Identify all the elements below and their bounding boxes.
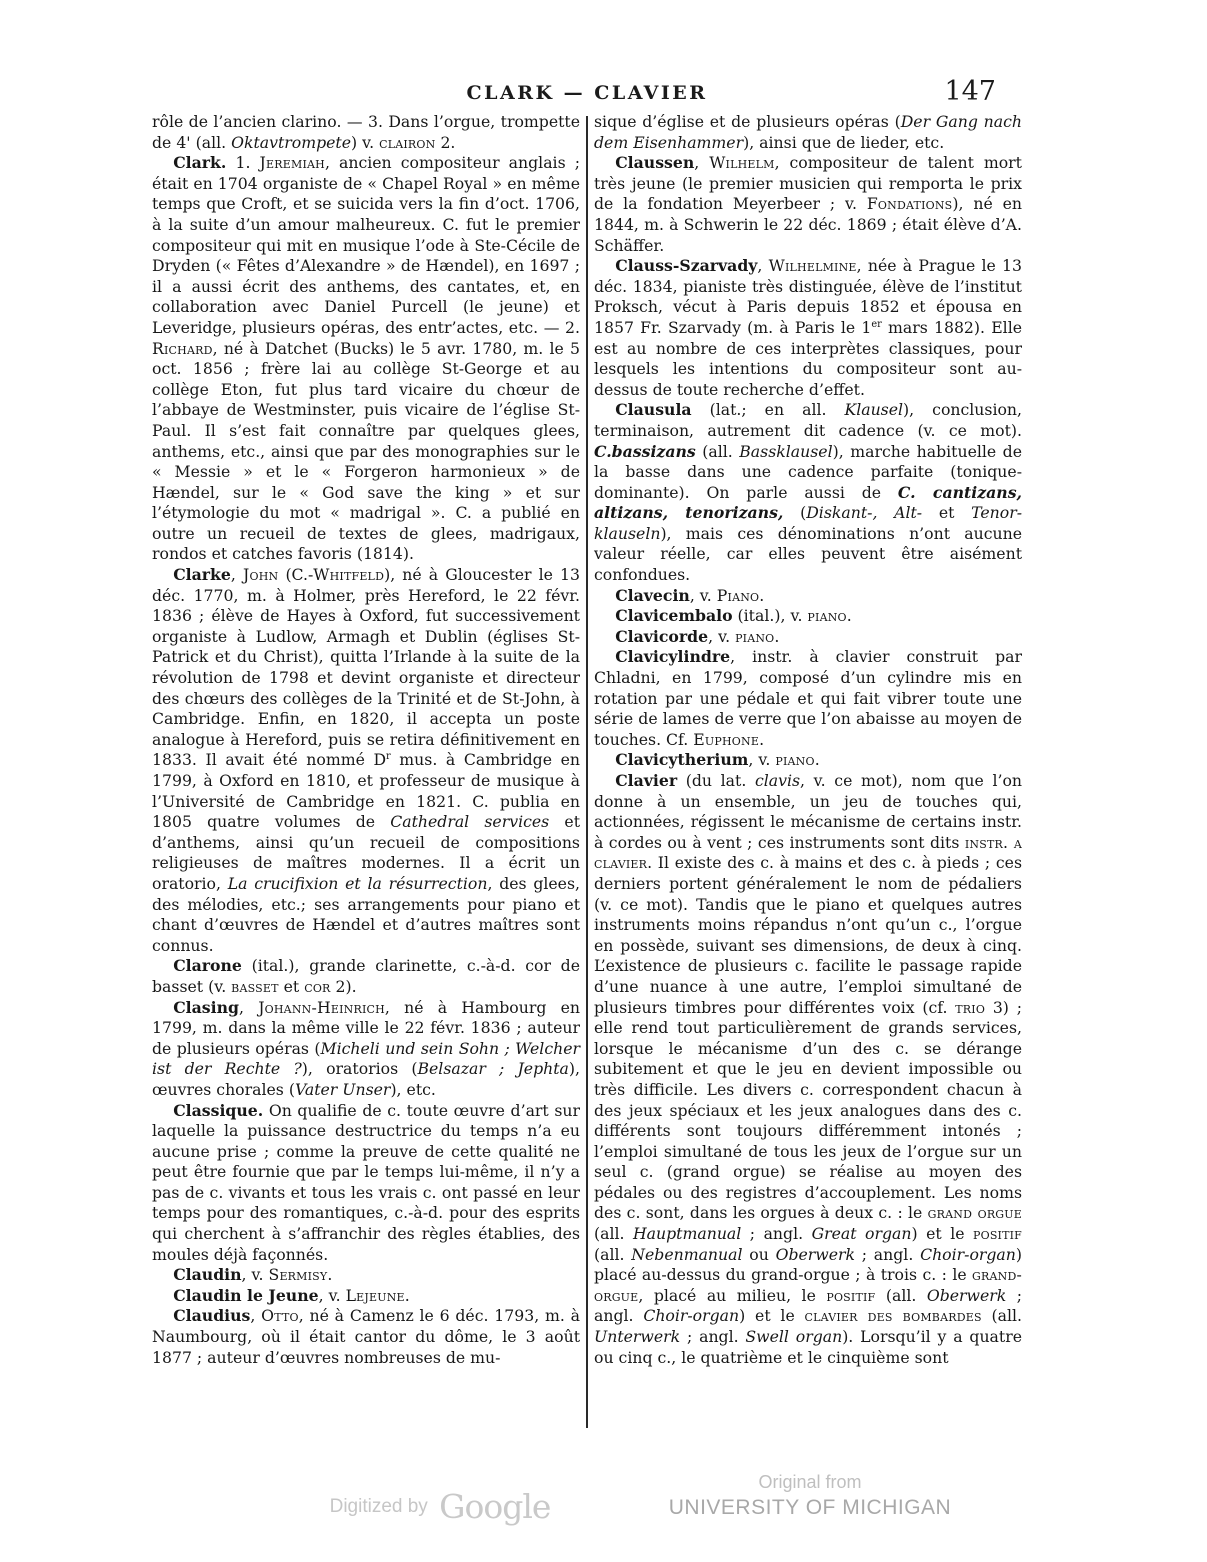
dictionary-entry — [594, 750, 1022, 771]
dictionary-entry — [152, 1265, 580, 1286]
text-run: . — [759, 729, 765, 749]
text-run: cor — [304, 976, 331, 996]
text-run: rôle de l’ancien clarino. — 3. Dans l’orgue, trompette de 4' (all. — [152, 112, 580, 152]
text-run: basset — [231, 976, 279, 996]
text-run: , v. — [689, 585, 717, 605]
dictionary-entry — [152, 1286, 580, 1307]
text-run: . — [774, 626, 780, 646]
text-run: , v. — [241, 1265, 269, 1285]
text-run: Unterwerk — [594, 1327, 681, 1347]
text-run: . — [814, 750, 820, 770]
text-run: , v. — [318, 1285, 346, 1305]
text-run: Lejeune — [345, 1285, 405, 1305]
google-logo: Google — [439, 1487, 551, 1526]
text-run: piano — [775, 750, 815, 770]
text-run: Choir-organ — [643, 1306, 740, 1326]
column-left — [152, 112, 580, 1428]
text-run: (ital.), v. — [732, 606, 808, 626]
dictionary-entry — [594, 771, 1022, 1368]
text-run: Nebenmanual — [631, 1244, 743, 1264]
text-run: er — [871, 318, 882, 330]
text-run: , des glees, des mélodies, etc.; ses arrangements pour piano et chant d’œuvres de Hændel et d’autres maîtres sont connus. — [152, 873, 580, 955]
text-run: Oberwerk — [775, 1244, 855, 1264]
text-run: Piano — [716, 585, 760, 605]
text-run: piano — [807, 606, 847, 626]
text-run: mars 1882). Elle est au nombre de ces interprètes classiques, pour lesquels les intentions du compositeur sont au-dessus de toute recherche d’effet. — [594, 317, 1022, 399]
text-run: positif — [826, 1285, 876, 1305]
text-run: Richard — [152, 338, 213, 358]
text-run: Fondations — [866, 194, 953, 214]
text-run: ) et le — [739, 1306, 805, 1326]
text-run: , née à Prague le 13 déc. 1834, pianiste très distinguée, élève de l’institut Proksch, vécut à Paris depuis 1852 et épousa en 1857 Fr. Szarvady (m. à Paris le 1 — [594, 256, 1022, 337]
dictionary-entry — [594, 627, 1022, 648]
text-run: On qualifie de c. toute œuvre d’art sur laquelle la puissance destructrice du temps n’a eu aucune prise ; comme la preuve de cette qualité ne peut être fournie que par le temps lui-même, il n’y a pas de c. vivants et tous les vrais c. ont passé en leur temps pour des romantiques, c.-à-d. pour des esprits qui cherchent à s’affranchir des règles établies, des moules déjà façonnés. — [152, 1100, 580, 1264]
text-run: Wilhelm — [709, 153, 775, 173]
dictionary-entry — [152, 153, 580, 565]
text-run: Whitfeld — [313, 565, 385, 585]
text-run: clavis — [754, 771, 801, 790]
text-run: Clavicembalo — [615, 606, 733, 626]
column-right — [594, 112, 1022, 1428]
text-run: 2. — [435, 132, 456, 152]
text-run: , placé au milieu, le — [638, 1285, 827, 1305]
text-run: Clavicylindre — [615, 647, 731, 667]
dictionary-entry — [152, 112, 580, 153]
text-run: Great organ — [811, 1224, 912, 1244]
digitized-by-watermark — [230, 1487, 650, 1526]
text-run: . — [759, 585, 765, 605]
text-run: Hauptmanual — [633, 1224, 742, 1244]
text-run: Clavicytherium — [615, 750, 749, 770]
text-run: 2). — [330, 976, 357, 996]
dictionary-entry — [594, 256, 1022, 400]
text-run: (C.- — [278, 565, 314, 585]
text-run: 3) ; elle rend tout particulièrement de grands services, lorsque le mécanisme d’un des c. se dérange subitement et que le jeu en devient impossible ou très difficile. Les divers c. correspondent chacun à des jeux spéciaux et les jeux analogues dans des c. différents sont toujours différemment intonés ; l’emploi simultané de tous les jeux de l’orgue sur un seul c. (grand orgue) se réalise au moyen des pédales ou des registres d’accouplement. Les noms des c. sont, dans les orgues à deux c. : le — [594, 997, 1022, 1223]
text-run: , né à Datchet (Bucks) le 5 avr. 1780, m. le 5 oct. 1856 ; frère lai au collège St-George et au collège Eton, fut plus tard vicaire du chœur de l’abbaye de Westminster, puis vicaire de l’église St-Paul. Il s’est fait connaître par quelques glees, anthems, etc., ainsi que par des monographies sur le « Messie » et le « Forgeron harmonieux » de Hændel, sur le « God save the king » et sur l’étymologie du mot « madrigal ». C. a publié en outre un recueil de textes de glees, madrigaux, rondos et catches favoris (1814). — [152, 338, 580, 564]
text-run: , — [757, 256, 769, 276]
running-head: CLARK — CLAVIER — [466, 82, 708, 104]
text-run: Clark. — [173, 153, 227, 173]
text-run: (lat.; en all. — [691, 400, 845, 420]
text-run: Clasing — [173, 997, 239, 1017]
text-run: Clavier — [615, 771, 678, 790]
text-run: ), né à Gloucester le 13 déc. 1770, m. à Holmer, près Hereford, le 22 févr. 1836 ; élève de Hayes à Oxford, fut successivement organiste à Ludlow, Armagh et Dublin (églises St-Patrick et du Christ), quitta l’Irlande à la suite de la révolution de 1798 et devint organiste et directeur des chœurs des collèges de la Trinité et de St-John, à Cambridge. Enfin, en 1820, il accepta un poste analogue à Hereford, puis se retira définitivement en 1833. Il avait été nommé D — [152, 565, 580, 770]
original-from-watermark — [655, 1470, 965, 1522]
text-run: , v. ce mot), nom que l’on donne à un ensemble, un jeu de touches qui, actionnées, régissent le mécanisme de certains instr. à cordes ou à vent ; ces instruments sont dits — [594, 771, 1022, 852]
text-run: , né à Hambourg en 1799, m. dans la même ville le 22 févr. 1836 ; auteur de plusieurs opéras ( — [152, 997, 580, 1058]
text-run: ), mais ces dénominations n’ont aucune valeur réelle, car elles peuvent être aisément confondues. — [594, 523, 1022, 585]
original-from-label: Original from — [758, 1472, 862, 1492]
text-run: . — [846, 606, 852, 626]
text-run: trio — [955, 997, 986, 1017]
text-run: Jeremiah — [259, 153, 325, 173]
dictionary-entry — [152, 565, 580, 956]
text-run: Claussen — [615, 153, 695, 173]
dictionary-entry — [594, 153, 1022, 256]
dictionary-entry — [152, 1101, 580, 1266]
text-run: John — [243, 565, 279, 585]
digitized-by-label: Digitized by — [329, 1496, 428, 1517]
text-run: Otto — [261, 1306, 299, 1326]
text-run: ), œuvres chorales ( — [152, 1059, 581, 1099]
text-run: Bassklausel — [739, 441, 833, 461]
text-run: Der Gang nach dem Eisenhammer — [594, 112, 1022, 152]
text-run: (all. — [594, 1244, 632, 1264]
text-run: ) et le — [911, 1224, 973, 1244]
text-run: Clausula — [615, 400, 692, 420]
text-run: C. cantizans, altizans, tenorizans, — [594, 482, 1022, 523]
text-run: ) placé au-dessus du grand-orgue ; à trois c. : le — [594, 1244, 1023, 1285]
text-run: Choir-organ — [920, 1244, 1016, 1264]
text-run: , ancien compositeur anglais ; était en 1704 organiste de « Chapel Royal » en même temps que Croft, et se suicida vers la fin d’oct. 1706, à la suite d’un amour malheureux. C. fut le premier compositeur qui mit en musique l’ode à Ste-Cécile de Dryden (« Fêtes d’Alexandre » de Hændel), en 1697 ; il a aussi écrit des anthems, des cantates, et, en collaboration avec Daniel Purcell (le jeune) et Leveridge, plusieurs opéras, des entr’actes, etc. — 2. — [152, 153, 580, 337]
text-run: Belsazar ; Jephta — [417, 1059, 569, 1079]
text-run: (all. — [695, 441, 740, 461]
dictionary-entry — [594, 586, 1022, 607]
text-run: ; angl. — [594, 1285, 1023, 1326]
text-run: , — [230, 565, 244, 585]
text-run: , — [694, 153, 710, 173]
text-run: Johann-Heinrich — [258, 997, 385, 1017]
text-run: mus. à Cambridge en 1799, à Oxford en 1810, et professeur de musique à l’Université de Cambridge en 1821. C. publia en 1805 quatre volumes de — [152, 750, 580, 832]
text-run: Sermisy — [268, 1265, 328, 1285]
text-run: La crucifixion et la résurrection — [227, 873, 488, 893]
text-run: (du lat. — [677, 771, 755, 790]
text-run: Clauss-Szarvady — [615, 256, 758, 276]
text-run: . — [404, 1285, 410, 1305]
text-run: r — [386, 751, 391, 763]
text-run: Wilhelmine — [768, 256, 857, 276]
text-run: Clarone — [173, 956, 242, 976]
text-run: grand-orgue — [594, 1265, 1022, 1305]
text-run: . Il existe des c. à mains et des c. à pieds ; ces derniers portent généralement le nom de pédaliers (v. ce mot). Tandis que le piano et quelques autres instruments moins répandus n’ont qu’un c., l’orgue en possède, suivant ses dimensions, de deux à cinq. L’existence de plusieurs c. facilite le passage rapide d’une nuance à une autre, l’emploi simultané de plusieurs timbres pour différentes voix (cf. — [594, 853, 1022, 1017]
dictionary-entry — [594, 647, 1022, 750]
text-run: , instr. à clavier construit par Chladni, en 1799, composé d’un cylindre mis en rotation par une pédale et qui fait vibrer toute une série de lames de verre que l’on abaisse au moyen de touches. Cf. — [594, 647, 1022, 749]
text-run: ), marche habituelle de la basse dans une cadence parfaite (tonique-dominante). On parle aussi de — [594, 441, 1023, 502]
text-run: , v. — [748, 750, 776, 770]
text-run: positif — [973, 1224, 1023, 1244]
text-run: instr. a clavier — [594, 832, 1022, 873]
text-block — [152, 112, 1024, 1428]
text-run: ), etc. — [390, 1079, 436, 1099]
text-run: C.bassizans — [594, 441, 696, 461]
text-run: Claudin — [173, 1265, 242, 1285]
text-run: ; angl. — [741, 1224, 812, 1244]
text-run: piano — [735, 626, 775, 646]
text-run: Swell organ — [745, 1327, 843, 1347]
text-run: Vater Unser — [294, 1079, 391, 1099]
text-run: et d’anthems, ainsi qu’un recueil de compositions religieuses de maîtres modernes. Il a écrit un oratorio, — [152, 812, 580, 893]
text-run: Claudius — [173, 1306, 251, 1326]
text-run: Clavecin — [615, 585, 690, 605]
text-run: Euphone — [693, 729, 760, 749]
source-library-label: UNIVERSITY OF MICHIGAN — [668, 1496, 952, 1519]
text-run: ). Lorsqu’il y a quatre ou cinq c., le quatrième et le cinquième sont — [594, 1327, 1022, 1367]
text-run: ), né en 1844, m. à Schwerin le 22 déc. 1869 ; était élève d’A. Schäffer. — [594, 194, 1023, 255]
text-run: Claudin le Jeune — [173, 1285, 319, 1305]
page-header — [152, 76, 1022, 116]
text-run: ), conclusion, terminaison, autrement dit cadence (v. ce mot). — [594, 400, 1022, 440]
text-run: , compositeur de talent mort très jeune (le premier musicien qui remporta le prix de la fondation Meyerbeer ; v. — [594, 153, 1022, 214]
dictionary-entry — [152, 956, 580, 997]
dictionary-entry — [152, 998, 580, 1101]
text-run: ; angl. — [680, 1327, 746, 1347]
text-run: (all. — [875, 1285, 927, 1305]
text-run: Micheli und sein Sohn ; Welcher ist der Rechte ? — [152, 1038, 580, 1079]
text-run: et — [922, 503, 972, 523]
text-run: Diskant-, Alt- — [806, 503, 923, 523]
text-run: (ital.), grande clarinette, c.-à-d. cor de basset (v. — [152, 956, 580, 996]
text-run: ) v. — [351, 132, 380, 152]
text-run: , — [250, 1306, 262, 1326]
text-run: sique d’église et de plusieurs opéras ( — [594, 112, 901, 131]
text-run: grand orgue — [927, 1203, 1022, 1223]
text-run: (all. — [594, 1224, 633, 1244]
text-run: , v. — [708, 626, 736, 646]
text-run: clairon — [379, 132, 436, 152]
text-run: ou — [742, 1244, 776, 1264]
text-run: ), oratorios ( — [301, 1059, 418, 1079]
text-run: Klausel — [844, 400, 904, 420]
text-run: ; angl. — [855, 1244, 921, 1264]
page-number: 147 — [944, 76, 996, 107]
text-run: Cathedral services — [390, 812, 550, 832]
text-run: ( — [783, 503, 807, 523]
dictionary-entry — [594, 400, 1022, 585]
text-run: et — [278, 976, 305, 996]
text-run: Clarke — [173, 565, 231, 585]
text-run: 1. — [226, 153, 260, 173]
text-run: Oberwerk — [926, 1285, 1007, 1305]
text-run: . — [327, 1265, 333, 1285]
text-run: , — [238, 997, 259, 1017]
text-run: Tenor-klauseln — [594, 503, 1023, 543]
dictionary-entry — [152, 1306, 580, 1368]
dictionary-entry — [594, 112, 1022, 153]
text-run: Clavicorde — [615, 626, 709, 646]
text-run: (all. — [981, 1306, 1022, 1326]
text-run: , né à Camenz le 6 déc. 1793, m. à Naumbourg, où il était cantor du dôme, le 3 août 1877 ; auteur d’œuvres nombreuses de mu- — [152, 1306, 580, 1367]
dictionary-entry — [594, 606, 1022, 627]
text-run: Classique. — [173, 1100, 264, 1120]
text-run: Oktavtrompete — [231, 132, 352, 152]
text-run: clavier des bombardes — [804, 1306, 982, 1326]
text-run: ), ainsi que de lieder, etc. — [743, 132, 945, 152]
column-divider-rule — [586, 116, 588, 1428]
